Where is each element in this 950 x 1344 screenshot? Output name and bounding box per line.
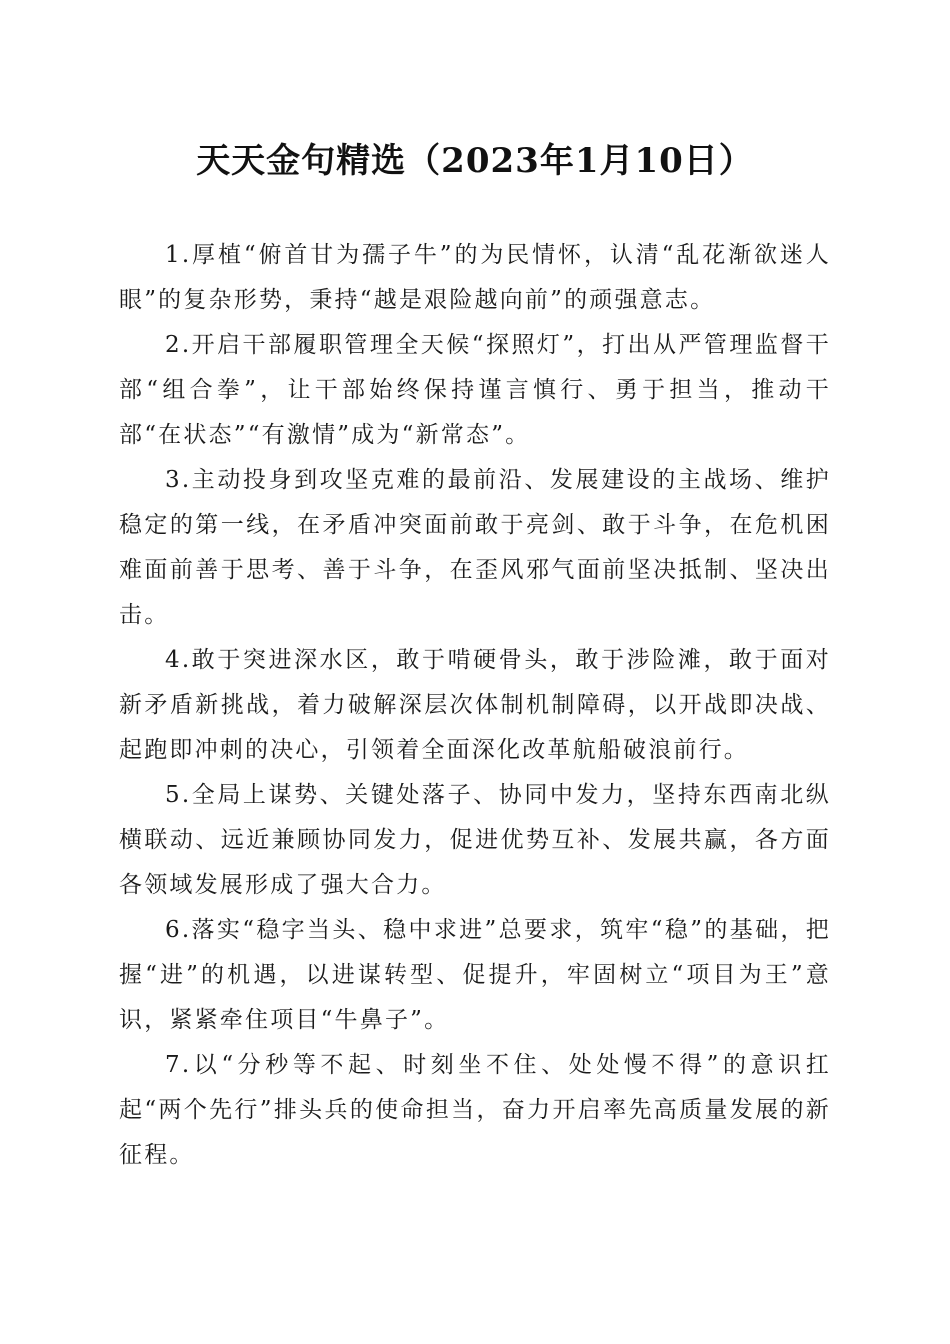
paragraph-4: 4.敢于突进深水区，敢于啃硬骨头，敢于涉险滩，敢于面对新矛盾新挑战，着力破解深层次体制机制障碍，以开战即决战、起跑即冲刺的决心，引领着全面深化改革航船破浪前行。 <box>119 647 831 763</box>
paragraph-3: 3.主动投身到攻坚克难的最前沿、发展建设的主战场、维护稳定的第一线，在矛盾冲突面前敢于亮剑、敢于斗争，在危机困难面前善于思考、善于斗争，在歪风邪气面前坚决抵制、坚决出击。 <box>119 467 831 628</box>
paragraph-7: 7.以“分秒等不起、时刻坐不住、处处慢不得”的意识扛起“两个先行”排头兵的使命担当，奋力开启率先高质量发展的新征程。 <box>119 1052 831 1168</box>
paragraph-5: 5.全局上谋势、关键处落子、协同中发力，坚持东西南北纵横联动、远近兼顾协同发力，促进优势互补、发展共赢，各方面各领域发展形成了强大合力。 <box>119 782 831 898</box>
page-title: 天天金句精选（2023年1月10日） <box>196 141 754 181</box>
paragraph-6: 6.落实“稳字当头、稳中求进”总要求，筑牢“稳”的基础，把握“进”的机遇，以进谋转型、促提升，牢固树立“项目为王”意识，紧紧牵住项目“牛鼻子”。 <box>119 917 831 1033</box>
paragraph-2: 2.开启干部履职管理全天候“探照灯”，打出从严管理监督干部“组合拳”，让干部始终保持谨言慎行、勇于担当，推动干部“在状态”“有激情”成为“新常态”。 <box>119 332 831 448</box>
paragraph-1: 1.厚植“俯首甘为孺子牛”的为民情怀，认清“乱花渐欲迷人眼”的复杂形势，秉持“越是艰险越向前”的顽强意志。 <box>119 242 831 313</box>
document-body <box>119 233 831 1178</box>
